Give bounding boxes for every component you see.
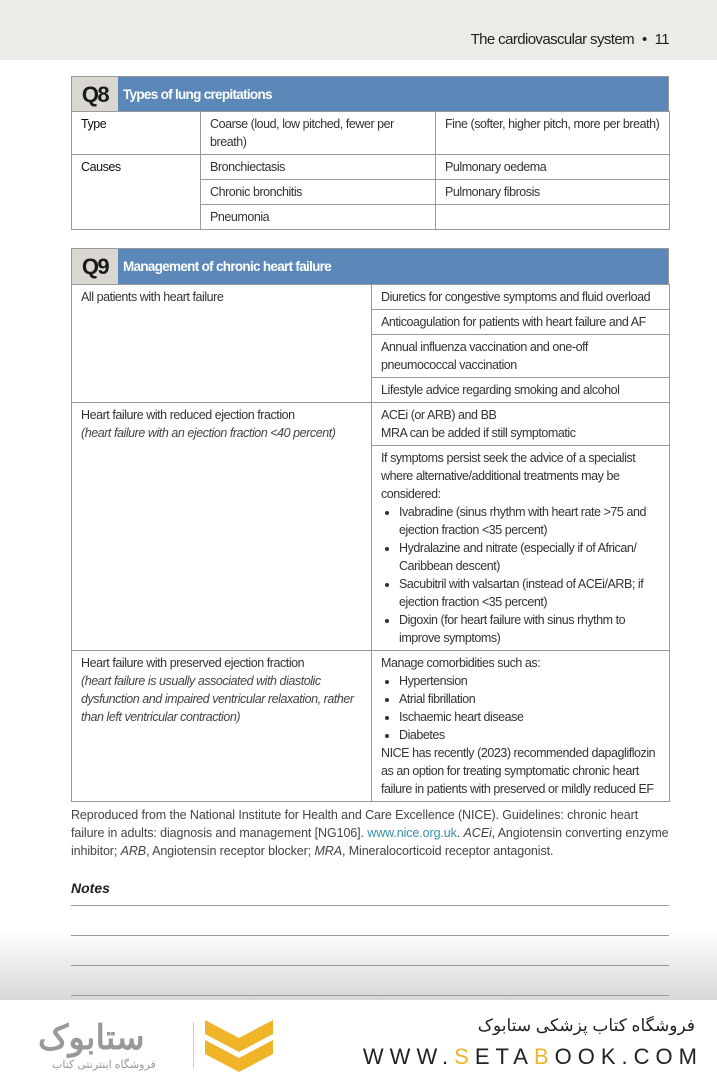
table-cell: Lifestyle advice regarding smoking and alcohol	[372, 378, 670, 403]
note-line	[71, 905, 669, 906]
row-label: Type	[72, 112, 201, 155]
label-text: Heart failure with preserved ejection fraction	[81, 656, 305, 670]
bullet-separator: •	[641, 31, 647, 48]
table-cell	[372, 403, 670, 446]
q9-header	[71, 248, 669, 285]
note-line	[71, 935, 669, 936]
table-cell	[372, 651, 670, 802]
table-cell: Coarse (loud, low pitched, fewer per breath)	[201, 112, 436, 155]
q8-title: Types of lung crepitations	[123, 87, 272, 102]
abbr: ACEi	[463, 826, 492, 840]
table-cell	[372, 446, 670, 651]
running-header	[0, 0, 717, 60]
table-cell: Anticoagulation for patients with heart failure and AF	[372, 310, 670, 335]
q8-table	[71, 111, 670, 230]
footnote	[71, 806, 671, 860]
url-part: OOK.COM	[554, 1044, 703, 1069]
table-cell: Chronic bronchitis	[201, 180, 436, 205]
table-row	[72, 112, 670, 155]
table-row	[72, 651, 670, 802]
running-title	[471, 31, 669, 48]
cell-intro: Manage comorbidities such as:	[381, 656, 541, 670]
label-note: (heart failure is usually associated with diastolic dysfunction and impaired ventricular relaxation, rather than left ventricular contraction)	[81, 674, 354, 724]
abbr: MRA	[314, 844, 342, 858]
q8-header	[71, 76, 669, 112]
cell-note: NICE has recently (2023) recommended dapagliflozin as an option for treating symptomatic chronic heart failure in patients with preserved or mildly reduced EF	[381, 746, 656, 796]
table-row	[72, 285, 670, 310]
url-part: WWW.	[362, 1044, 455, 1069]
footnote-text: , Angiotensin converting enzyme inhibitor;	[71, 826, 669, 858]
list-item: • Ischaemic heart disease	[399, 708, 660, 726]
logo-divider	[193, 1022, 194, 1068]
table-cell: Pneumonia	[201, 205, 436, 230]
store-url	[363, 1044, 703, 1070]
label-text: Heart failure with reduced ejection fraction	[81, 408, 295, 422]
cell-line: ACEi (or ARB) and BB	[381, 408, 497, 422]
note-line	[71, 995, 669, 996]
list-item: • Ivabradine (sinus rhythm with heart rate >75 and ejection fraction <35 percent)	[399, 503, 660, 539]
table-row	[72, 403, 670, 446]
bullet-list	[381, 503, 660, 647]
store-logo-icon	[205, 1020, 273, 1072]
table-row	[72, 155, 670, 180]
q9-title: Management of chronic heart failure	[123, 259, 332, 274]
table-cell: Pulmonary fibrosis	[436, 180, 670, 205]
store-logo-subtitle: فروشگاه اینترنتی کتاب	[52, 1059, 156, 1071]
row-label: Causes	[72, 155, 201, 230]
table-cell: Fine (softer, higher pitch, more per breath)	[436, 112, 670, 155]
footnote-text: , Mineralocorticoid receptor antagonist.	[341, 844, 554, 858]
nice-link[interactable]: www.nice.org.uk	[367, 826, 457, 840]
list-item: • Diabetes	[399, 726, 660, 744]
store-logo-text: ستابوک	[38, 1019, 145, 1057]
list-item: • Hydralazine and nitrate (especially if of African/ Caribbean descent)	[399, 539, 660, 575]
footnote-text: , Angiotensin receptor blocker;	[146, 844, 315, 858]
row-label-hfpef	[72, 651, 372, 802]
list-item: • Hypertension	[399, 672, 660, 690]
row-label-hfref	[72, 403, 372, 651]
cell-intro: If symptoms persist seek the advice of a specialist where alternative/additional treatments may be considered:	[381, 451, 636, 501]
table-cell	[436, 205, 670, 230]
list-item: • Digoxin (for heart failure with sinus rhythm to improve symptoms)	[399, 611, 660, 647]
url-part: B	[533, 1044, 555, 1069]
table-cell: Bronchiectasis	[201, 155, 436, 180]
q9-number: Q9	[72, 249, 118, 284]
store-name: فروشگاه کتاب پزشکی ستابوک	[477, 1016, 695, 1035]
q9-table	[71, 284, 670, 802]
abbr: ARB	[120, 844, 147, 858]
footnote-text: .	[456, 826, 464, 840]
note-line	[71, 965, 669, 966]
chapter-title: The cardiovascular system	[470, 31, 634, 48]
page-number: 11	[654, 31, 669, 48]
list-item: • Sacubitril with valsartan (instead of ACEi/ARB; if ejection fraction <35 percent)	[399, 575, 660, 611]
label-note: (heart failure with an ejection fraction <40 percent)	[81, 426, 336, 440]
table-cell: Diuretics for congestive symptoms and fluid overload	[372, 285, 670, 310]
cell-line: MRA can be added if still symptomatic	[381, 426, 576, 440]
bullet-list	[381, 672, 660, 744]
url-part: ETA	[474, 1044, 534, 1069]
footnote-text: Reproduced from the National Institute for Health and Care Excellence (NICE). Guidelines: chronic heart failure in adults: diagnosis and management [NG106].	[71, 808, 639, 840]
url-part: S	[454, 1044, 475, 1069]
table-cell: Pulmonary oedema	[436, 155, 670, 180]
notes-heading: Notes	[71, 880, 110, 896]
list-item: • Atrial fibrillation	[399, 690, 660, 708]
table-cell: Annual influenza vaccination and one-off pneumococcal vaccination	[372, 335, 670, 378]
row-label: All patients with heart failure	[72, 285, 372, 403]
q8-number: Q8	[72, 77, 118, 112]
